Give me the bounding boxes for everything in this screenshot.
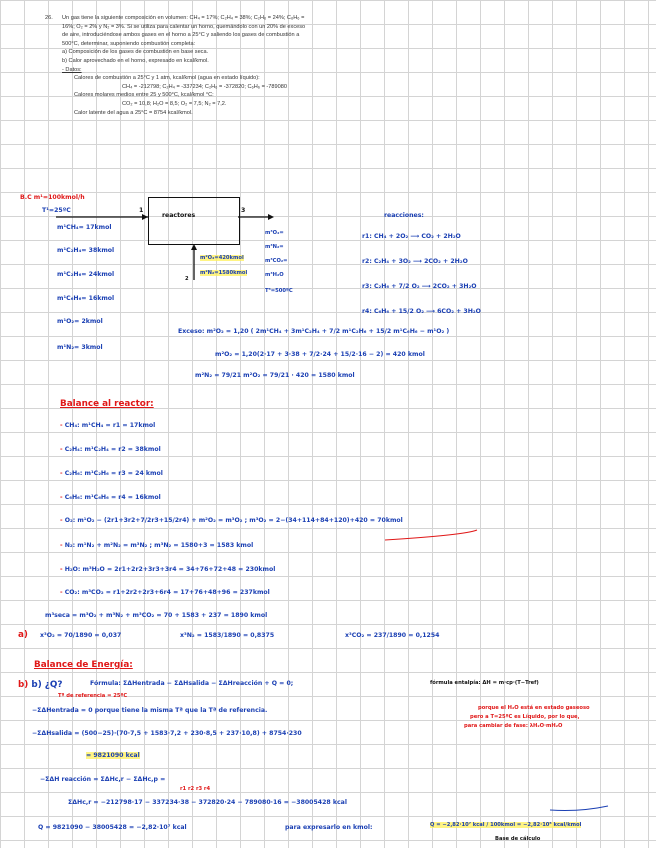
air-o2: m²O₂=420kmol (200, 255, 244, 261)
calculation-basis: B.C m¹=100kmol/h (20, 194, 85, 201)
reaction-4: r4: C₆H₆ + 15/2 O₂ ⟶ 6CO₂ + 3H₂O (362, 308, 481, 315)
balance-o2: - O₂: m¹O₂ − (2r1+3r2+7/2r3+15/2r4) + m²O₂ = m³O₂ ; m³O₂ = 2−(34+114+84+120)+420 = 70kmol (60, 517, 403, 524)
inlet-enthalpy: −ΣΔHentrada = 0 porque tiene la misma Tª que la Tª de referencia. (32, 707, 268, 714)
outlet-n2: m³N₂= (265, 244, 284, 250)
calculation-base-label: Base de cálculo (495, 836, 541, 842)
excess-o2-calc: m²O₂ = 1,20(2·17 + 3·38 + 7/2·24 + 15/2·16 − 2) = 420 kmol (215, 351, 425, 358)
phase-note-3: para cambiar de fase: λH₂O·mH₂O (464, 723, 563, 729)
reaction-markers: r1 r2 r3 r4 (180, 786, 211, 792)
problem-item-a: a) Composición de los gases de combustión en base seca. (62, 49, 209, 56)
problem-line: 16%; O₂ = 2% y N₂ = 3%. Si se utiliza para calentar un horno, quemándolo con un 20% de exceso (62, 23, 306, 30)
stream-3-label: 3 (241, 207, 246, 214)
reactor-box (148, 197, 240, 245)
problem-line: 500°C, determinar, suponiendo combustión completa: (62, 40, 196, 47)
heat-result: Q = 9821090 − 38005428 = −2,82·10⁷ kcal (38, 824, 187, 831)
balance-ch4: - CH₄: m¹CH₄ = r1 = 17kmol (60, 422, 156, 429)
problem-item-b: b) Calor aprovechado en el horno, expresado en kcal/kmol. (62, 57, 209, 64)
outlet-enthalpy-value: = 9821090 kcal (86, 752, 140, 759)
base-underline (550, 806, 608, 811)
reference-temperature: Tª de referencia = 25ºC (58, 693, 128, 699)
energy-title: Balance de Energía: (34, 660, 133, 670)
answer-a-label: a) (18, 630, 28, 640)
excess-n2-calc: m²N₂ = 79/21 m²O₂ = 79/21 · 420 = 1580 kmol (195, 372, 355, 379)
inlet-c2h4: m¹C₂H₄= 38kmol (57, 247, 115, 254)
enthalpy-formula: fórmula entalpía: ΔH = m·cp·(T−Tref) (430, 680, 539, 686)
outlet-enthalpy: −ΣΔHsalida = (500−25)·(70·7,5 + 1583·7,2 + 230·8,5 + 237·10,8) + 8754·230 (32, 730, 302, 737)
balance-title: Balance al reactor: (60, 399, 154, 409)
dry-total: m³seca = m³O₂ + m³N₂ + m³CO₂ = 70 + 1583 + 237 = 1890 kmol (45, 612, 268, 619)
outlet-o2: m³O₂= (265, 230, 284, 236)
excess-formula: Exceso: m²O₂ = 1,20 ( 2m¹CH₄ + 3m¹C₂H₄ + 7/2 m¹C₂H₆ + 15/2 m¹C₆H₆ − m¹O₂ ) (178, 328, 450, 335)
data-line: CH₄ = -212798; C₂H₄ = -337234; C₂H₆ = -372820; C₆H₆ = -789080 (122, 83, 287, 90)
balance-h2o: - H₂O: m³H₂O = 2r1+2r2+3r3+3r4 = 34+76+72+48 = 230kmol (60, 566, 276, 573)
data-line: Calor latente del agua a 25°C = 8754 kcal/kmol. (74, 109, 193, 116)
inlet-n2: m¹N₂= 3kmol (57, 344, 103, 351)
balance-c6h6: - C₆H₆: m¹C₆H₆ = r4 = 16kmol (60, 494, 161, 501)
reactions-title: reacciones: (384, 212, 424, 219)
per-kmol-note: para expresarlo en kmol: (285, 824, 373, 831)
data-line: CO₂ = 10,8; H₂O = 8,5; O₂ = 7,5; N₂ = 7,2. (122, 100, 227, 107)
fraction-o2: x³O₂ = 70/1890 = 0,037 (40, 632, 122, 639)
data-line: Calores de combustión a 25°C y 1 atm, kcal/kmol (agua en estado líquido): (74, 75, 260, 82)
problem-line: de aire, introduciéndose ambos gases en el horno a 25°C y saliendo los gases de combustión a (62, 32, 300, 39)
outlet-h2o: m³H₂O (265, 272, 284, 278)
inlet-temperature: T¹=25ºC (42, 207, 71, 214)
data-heading: - Datos: (62, 66, 82, 73)
balance-co2: - CO₂: m³CO₂ = r1+2r2+2r3+6r4 = 17+76+48+96 = 237kmol (60, 589, 270, 596)
outlet-arrowhead (268, 214, 274, 220)
answer-b-label: b) b) ¿Q? (18, 680, 63, 690)
outlet-temperature: T³=500ºC (265, 288, 293, 294)
data-line: Calores molares medios entre 25 y 500°C, kcal/kmol °C: (74, 92, 214, 99)
problem-line: Un gas tiene la siguiente composición en volumen: CH₄ = 17%; C₂H₄ = 38%; C₂H₆ = 24%; C₆H₆ = (62, 15, 305, 21)
note-connector (385, 530, 477, 540)
heat-per-kmol: Q = −2,82·10⁷ kcal / 100kmol = −2,82·10⁵ kcal/kmol (430, 822, 582, 828)
energy-formula: Fórmula: ΣΔHentrada − ΣΔHsalida − ΣΔHreacción + Q = 0; (90, 680, 294, 687)
stream-2-label: 2 (185, 276, 189, 282)
stream-1-label: 1 (139, 207, 144, 214)
reaction-2: r2: C₂H₄ + 3O₂ ⟶ 2CO₂ + 2H₂O (362, 258, 468, 265)
inlet-o2: m¹O₂= 2kmol (57, 318, 103, 325)
air-n2: m²N₂=1580kmol (200, 270, 248, 276)
problem-number: 26. (45, 15, 53, 21)
outlet-co2: m³CO₂= (265, 258, 288, 264)
fraction-n2: x³N₂ = 1583/1890 = 0,8375 (180, 632, 275, 639)
fraction-co2: x³CO₂ = 237/1890 = 0,1254 (345, 632, 440, 639)
inlet-ch4: m¹CH₄= 17kmol (57, 224, 112, 231)
balance-n2: - N₂: m¹N₂ + m²N₂ = m³N₂ ; m³N₂ = 1580+3 = 1583 kmol (60, 542, 254, 549)
reactor-label: reactores (162, 212, 196, 219)
inlet-c2h6: m¹C₂H₆= 24kmol (57, 271, 115, 278)
balance-c2h4: - C₂H₄: m¹C₂H₄ = r2 = 38kmol (60, 446, 161, 453)
combustion-sum: ΣΔHc,r = −212798·17 − 337234·38 − 372820·24 − 789080·16 = −38005428 kcal (68, 799, 347, 806)
inlet-c6h6: m¹C₆H₆= 16kmol (57, 295, 115, 302)
reaction-enthalpy: −ΣΔH reacción = ΣΔHc,r − ΣΔHc,p = (40, 776, 166, 783)
balance-c2h6: - C₂H₆: m¹C₂H₆ = r3 = 24 kmol (60, 470, 163, 477)
phase-note-1: porque el H₂O está en estado gaseoso (478, 705, 590, 711)
reaction-3: r3: C₂H₆ + 7/2 O₂ ⟶ 2CO₂ + 3H₂O (362, 283, 477, 290)
phase-note-2: pero a T=25ºC es Líquido, por lo que, (470, 714, 580, 720)
reaction-1: r1: CH₄ + 2O₂ ⟶ CO₂ + 2H₂O (362, 233, 461, 240)
